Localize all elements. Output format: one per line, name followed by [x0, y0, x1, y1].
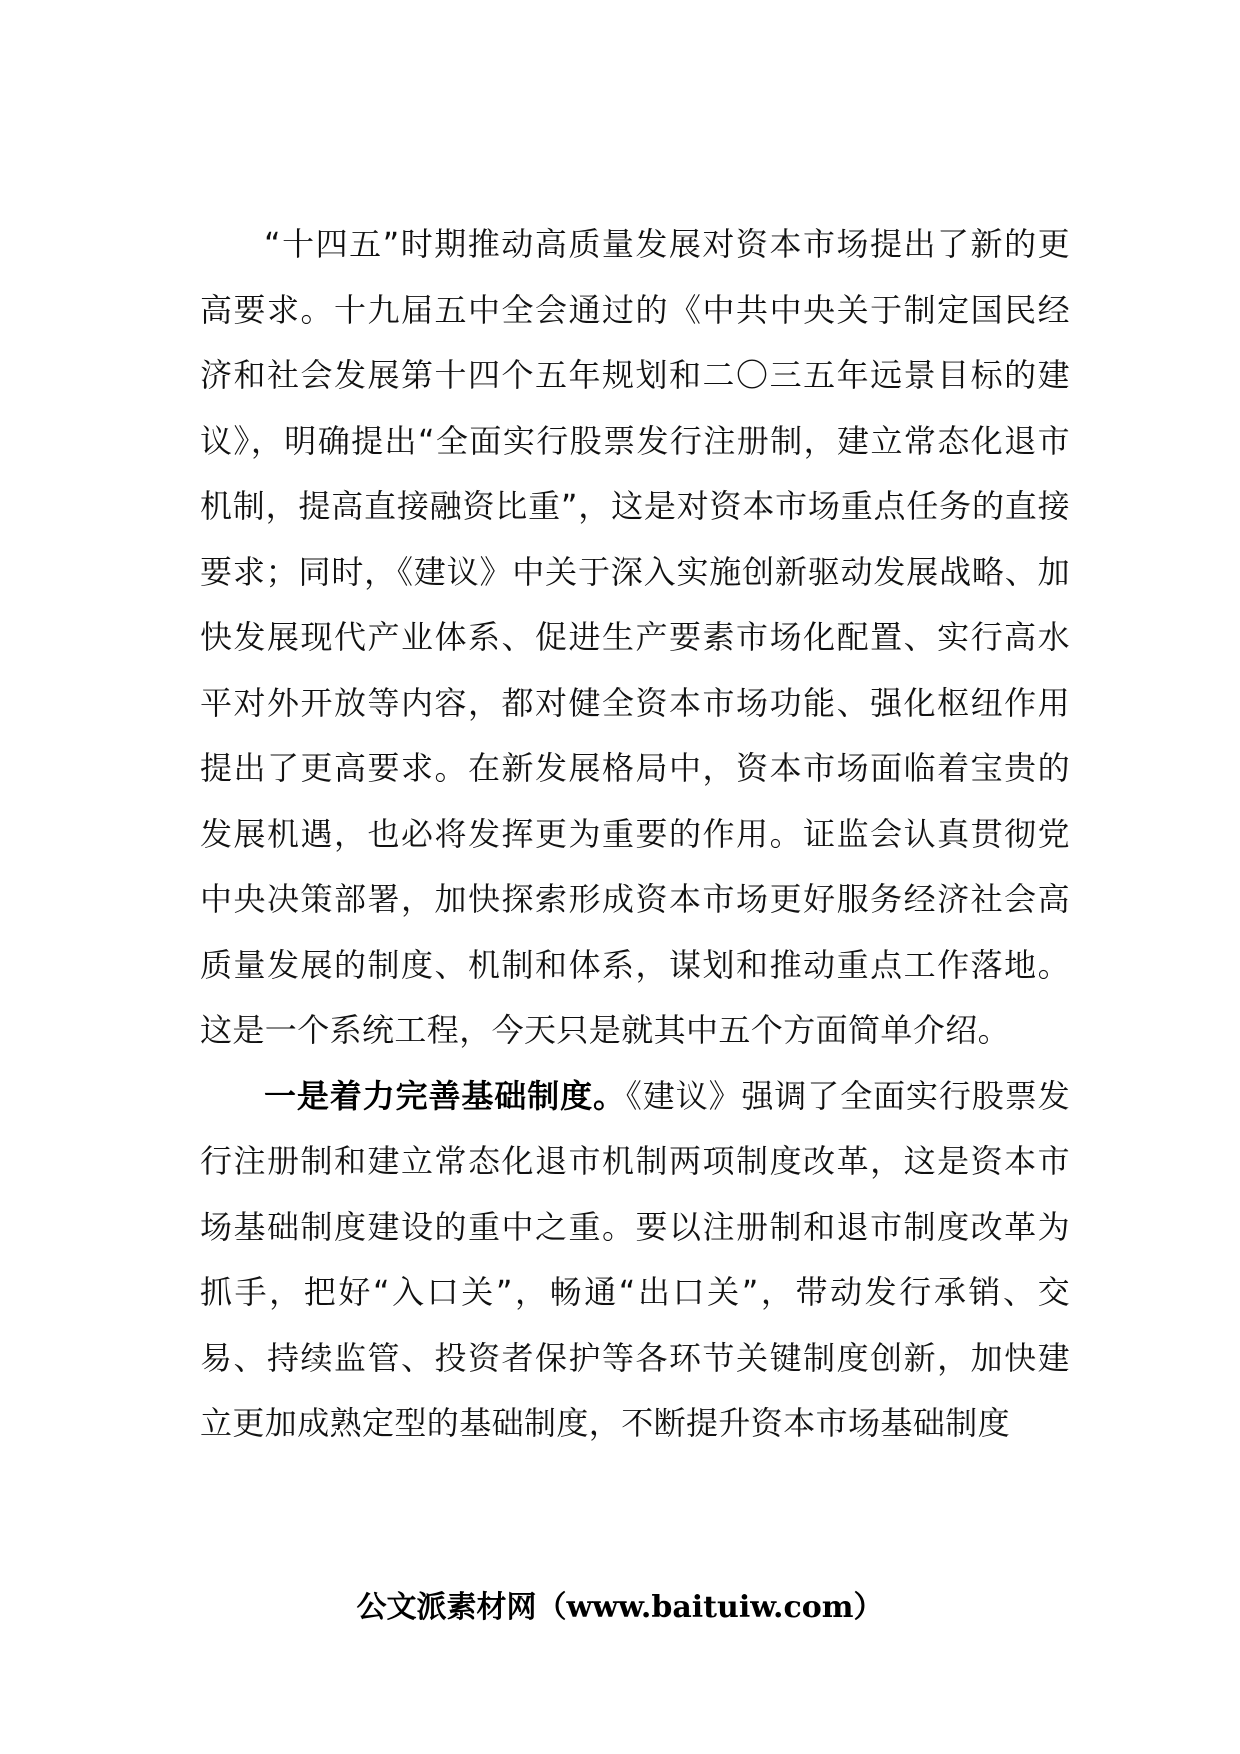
paragraph-text: 《建议》强调了全面实行股票发行注册制和建立常态化退市机制两项制度改革，这是资本市场基础制度建设的重中之重。要以注册制和退市制度改革为抓手，把好“入口关”，畅通“出口关”，带动发行承销、交易、持续监管、投资者保护等各环节关键制度创新，加快建立更加成熟定型的基础制度，不断提升资本市场基础制度 — [200, 1076, 1070, 1442]
document-body — [200, 212, 1070, 1457]
paragraph-point-one — [200, 1064, 1070, 1457]
source-footer: 公文派素材网（www.baituiw.com） — [356, 1590, 884, 1625]
paragraph-intro — [200, 212, 1070, 1064]
paragraph-text: “十四五”时期推动高质量发展对资本市场提出了新的更高要求。十九届五中全会通过的《中共中央关于制定国民经济和社会发展第十四个五年规划和二〇三五年远景目标的建议》，明确提出“全面实行股票发行注册制，建立常态化退市机制，提高直接融资比重”，这是对资本市场重点任务的直接要求；同时，《建议》中关于深入实施创新驱动发展战略、加快发展现代产业体系、促进生产要素市场化配置、实行高水平对外开放等内容，都对健全资本市场功能、强化枢纽作用提出了更高要求。在新发展格局中，资本市场面临着宝贵的发展机遇，也必将发挥更为重要的作用。证监会认真贯彻党中央决策部署，加快探索形成资本市场更好服务经济社会高质量发展的制度、机制和体系，谋划和推动重点工作落地。这是一个系统工程，今天只是就其中五个方面简单介绍。 — [200, 225, 1070, 1049]
paragraph-lead: 一是着力完善基础制度。 — [264, 1076, 626, 1115]
